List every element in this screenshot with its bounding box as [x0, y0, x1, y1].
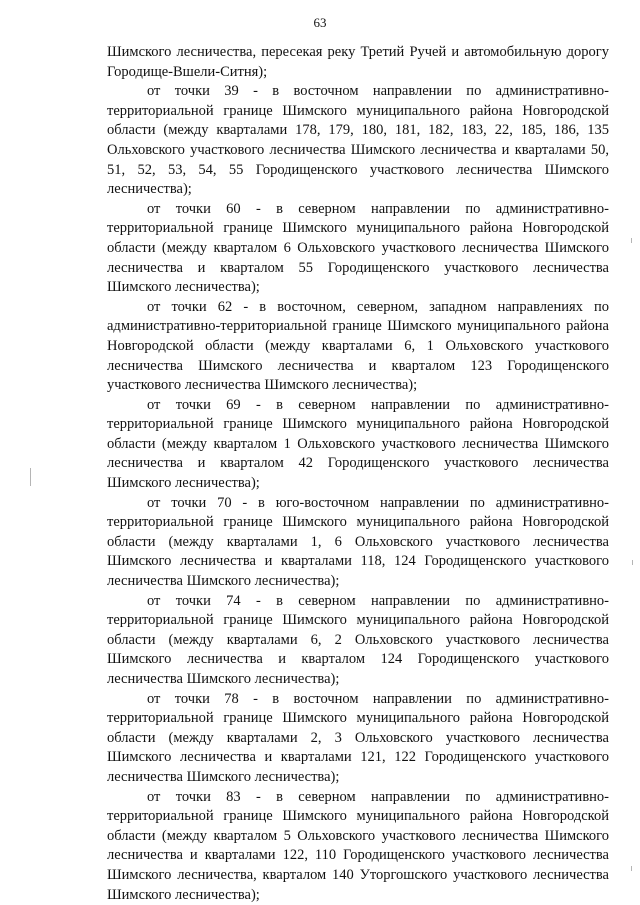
paragraph: от точки 62 - в восточном, северном, западном направлениях по административно-территориальной границе Шимского муниципального района Новгородской области (между кварталами 6, 1 Ольховского участкового лесничества Шимского лесничества и кварталом 123 Городищенского участкового лесничества Шимского лесничества); — [107, 298, 609, 394]
scan-artifact — [631, 866, 632, 871]
paragraph: от точки 74 - в северном направлении по административно-территориальной границе Шимского муниципального района Новгородской области (между кварталами 6, 2 Ольховского участкового лесничества Шимского лесничества и кварталом 124 Городищенского участкового лесничества Шимского лесничества); — [107, 592, 609, 687]
document-body — [107, 43, 609, 905]
paragraph: от точки 83 - в северном направлении по административно-территориальной границе Шимского муниципального района Новгородской области (между кварталом 5 Ольховского участкового лесничества Шимского лесничества и кварталами 122, 110 Городищенского участкового лесничества Шимского лесничества, кварталом 140 Уторгошского участкового лесничества Шимского лесничества); — [107, 788, 609, 903]
page-number: 63 — [313, 15, 327, 30]
paragraph: от точки 39 - в восточном направлении по административно-территориальной границе Шимского муниципального района Новгородской области (между кварталами 178, 179, 180, 181, 182, 183, 22, 185, 186, 135 Ольховского участкового лесничества Шимского лесничества и кварталами 50, 51, 52, 53, 54, 55 Городищенского участкового лесничества Шимского лесничества); — [107, 83, 609, 198]
paragraph: от точки 78 - в восточном направлении по административно-территориальной границе Шимского муниципального района Новгородской области (между кварталами 2, 3 Ольховского участкового лесничества Шимского лесничества и кварталами 121, 122 Городищенского участкового лесничества Шимского лесничества); — [107, 690, 609, 785]
paragraph: от точки 70 - в юго-восточном направлении по административно-территориальной границе Шимского муниципального района Новгородской области (между кварталами 1, 6 Ольховского участкового лесничества Шимского лесничества и кварталами 118, 124 Городищенского участкового лесничества Шимского лесничества); — [107, 494, 609, 590]
paragraph: Шимского лесничества, пересекая реку Третий Ручей и автомобильную дорогу Городище-Вшели-Ситня); — [107, 44, 609, 80]
scan-artifact — [30, 468, 31, 486]
scan-artifact — [632, 560, 633, 565]
paragraph: от точки 69 - в северном направлении по административно-территориальной границе Шимского муниципального района Новгородской области (между кварталом 1 Ольховского участкового лесничества Шимского лесничества и кварталом 42 Городищенского участкового лесничества Шимского лесничества); — [107, 396, 609, 492]
scan-artifact — [631, 238, 632, 243]
paragraph: от точки 60 - в северном направлении по административно-территориальной границе Шимского муниципального района Новгородской области (между кварталом 6 Ольховского участкового лесничества Шимского лесничества и кварталом 55 Городищенского участкового лесничества Шимского лесничества); — [107, 200, 609, 296]
